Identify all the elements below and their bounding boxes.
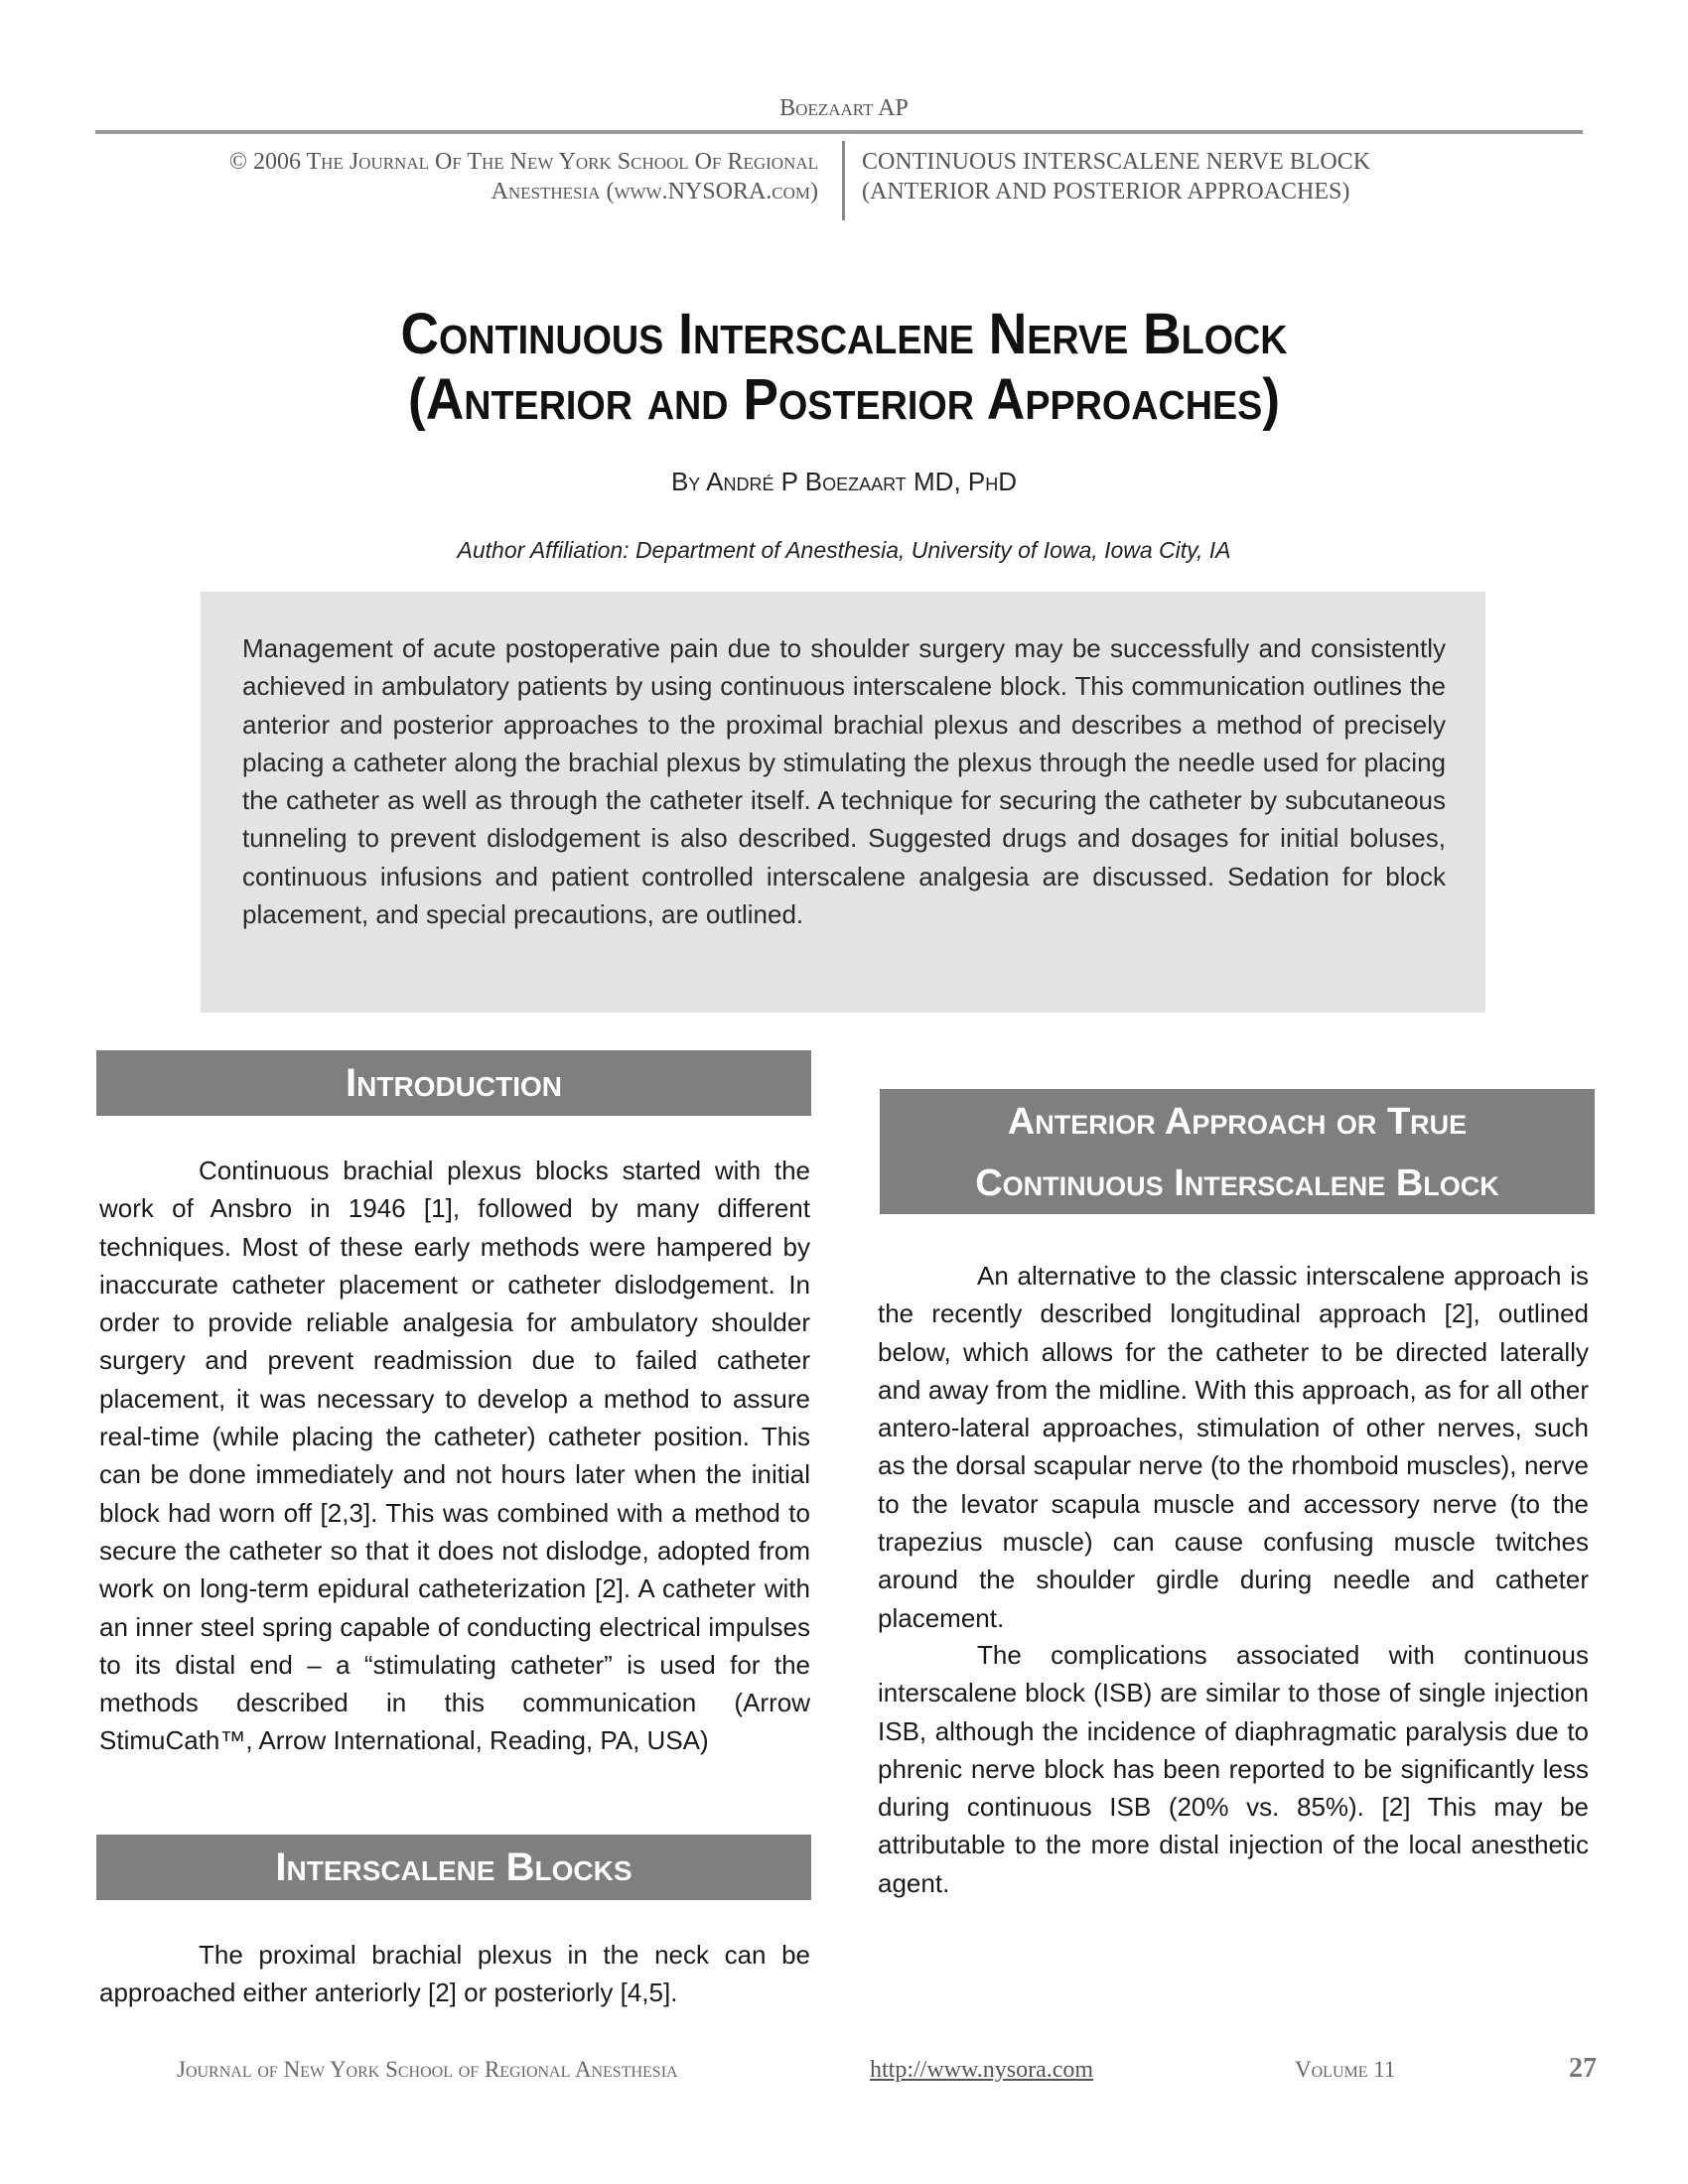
article-title-line2: (Anterior and Posterior Approaches)	[407, 367, 1281, 432]
footer-page-number: 27	[1569, 2053, 1597, 2084]
section-heading-anterior-line1: Anterior Approach or True	[1007, 1101, 1468, 1143]
header-divider	[842, 141, 845, 220]
header-article-title	[862, 147, 1577, 206]
header-title-line1: CONTINUOUS INTERSCALENE NERVE BLOCK	[862, 149, 1371, 175]
section-heading-anterior-line2: Continuous Interscalene Block	[975, 1162, 1499, 1204]
section-heading-introduction: Introduction	[96, 1050, 811, 1116]
author-byline: By André P Boezaart MD, PhD	[670, 467, 1018, 496]
header-copyright	[95, 147, 818, 206]
header-rule	[95, 130, 1583, 134]
anterior-approach-paragraph-2: The complications associated with continuous interscalene block (ISB) are similar to those of single injection ISB, although the incidence of diaphragmatic paralysis due to phrenic nerve block has been reported to be significantly less during continuous ISB (20% vs. 85%). [2] This may be attributable to the more distal injection of the local anesthetic agent.	[878, 1640, 1589, 1898]
abstract-text: Management of acute postoperative pain due to shoulder surgery may be successfully and consistently achieved in ambulatory patients by using continuous interscalene block. This communication outlines the anterior and posterior approaches to the proximal brachial plexus and describes a method of precisely placing a catheter along the brachial plexus by stimulating the plexus through the needle used for placing the catheter as well as through the catheter itself. A technique for securing the catheter by subcutaneous tunneling to prevent dislodgement is also described. Suggested drugs and dosages for initial boluses, continuous infusions and patient controlled interscalene analgesia are discussed. Sedation for block placement, and special precautions, are outlined.	[242, 633, 1446, 930]
article-title-line1: Continuous Interscalene Nerve Block	[400, 302, 1288, 366]
abstract-box	[201, 592, 1485, 1013]
author-affiliation: Author Affiliation: Department of Anesthesia, University of Iowa, Iowa City, IA	[457, 537, 1231, 563]
running-head-author: Boezaart AP	[779, 95, 909, 121]
section-heading-interscalene-blocks: Interscalene Blocks	[96, 1835, 811, 1900]
header-copyright-line1: © 2006 The Journal Of The New York School Of Regional	[228, 149, 818, 175]
interscalene-blocks-paragraph: The proximal brachial plexus in the neck can be approached either anteriorly [2] or posteriorly [4,5].	[99, 1940, 810, 2008]
section-heading-anterior-approach	[880, 1089, 1595, 1214]
footer-url-link[interactable]: http://www.nysora.com	[870, 2057, 1094, 2083]
footer-journal-name: Journal of New York School of Regional Anesthesia	[177, 2057, 678, 2082]
anterior-approach-paragraph-1: An alternative to the classic interscalene approach is the recently described longitudinal approach [2], outlined below, which allows for the catheter to be directed laterally and away from the midline. With this approach, as for all other antero-lateral approaches, stimulation of other nerves, such as the dorsal scapular nerve (to the rhomboid muscles), nerve to the levator scapula muscle and accessory nerve (to the trapezius muscle) can cause confusing muscle twitches around the shoulder girdle during needle and catheter placement.	[878, 1261, 1589, 1633]
introduction-paragraph: Continuous brachial plexus blocks started with the work of Ansbro in 1946 [1], followed by many different techniques. Most of these early methods were hampered by inaccurate catheter placement or catheter dislodgement. In order to provide reliable analgesia for ambulatory shoulder surgery and prevent readmission due to failed catheter placement, it was necessary to develop a method to assure real-time (while placing the catheter) catheter position. This can be done immediately and not hours later when the initial block had worn off [2,3]. This was combined with a method to secure the catheter so that it does not dislodge, adopted from work on long-term epidural catheterization [2]. A catheter with an inner steel spring capable of conducting electrical impulses to its distal end – a “stimulating catheter” is used for the methods described in this communication (Arrow StimuCath™, Arrow International, Reading, PA, USA)	[99, 1156, 810, 1756]
header-title-line2: (ANTERIOR AND POSTERIOR APPROACHES)	[862, 179, 1350, 205]
footer-volume: Volume 11	[1295, 2057, 1396, 2082]
header-copyright-line2: Anesthesia (www.NYSORA.com)	[491, 179, 818, 205]
article-title	[68, 302, 1620, 433]
